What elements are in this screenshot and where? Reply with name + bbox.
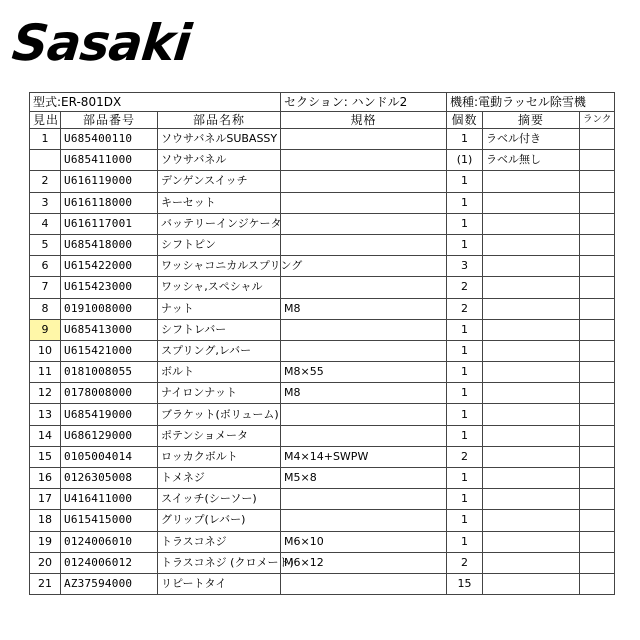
row-part-no: U615423000 [61,277,158,298]
row-part-name: シフトピン [158,234,281,255]
col-header-part-no: 部品番号 [61,112,158,129]
row-no: 15 [30,446,61,467]
row-part-name: ナイロンナット [158,383,281,404]
row-no: 10 [30,340,61,361]
row-part-name: リピートタイ [158,573,281,594]
row-no: 2 [30,171,61,192]
row-spec [281,510,447,531]
parts-table [29,92,615,595]
row-part-no: 0124006010 [61,531,158,552]
row-qty: 1 [447,319,483,340]
row-rank [580,234,615,255]
svg-text:Sasaki: Sasaki [9,13,194,72]
row-no: 9 [30,319,61,340]
row-remarks [483,489,580,510]
row-remarks [483,404,580,425]
row-part-name: デンゲンスイッチ [158,171,281,192]
row-remarks [483,171,580,192]
row-qty: 15 [447,573,483,594]
row-no: 7 [30,277,61,298]
col-header-qty: 個数 [447,112,483,129]
sasaki-logo [9,10,214,72]
table-row [30,446,615,467]
row-rank [580,404,615,425]
table-row [30,234,615,255]
row-no: 13 [30,404,61,425]
row-part-no: U685418000 [61,234,158,255]
table-row [30,277,615,298]
row-qty: 1 [447,213,483,234]
row-part-no: U685419000 [61,404,158,425]
machine-cell: 機種:電動ラッセル除雪機 [447,93,615,112]
row-qty: 2 [447,298,483,319]
row-no [30,150,61,171]
row-part-no: AZ37594000 [61,573,158,594]
row-remarks [483,298,580,319]
row-remarks [483,192,580,213]
row-qty: 1 [447,425,483,446]
row-no: 8 [30,298,61,319]
row-part-name: グリップ(レバー) [158,510,281,531]
row-part-name: ワッシャコニカルスプリング [158,256,281,277]
row-part-name: ソウサバネルSUBASSY [158,129,281,150]
row-qty: 2 [447,277,483,298]
row-part-no: 0124006012 [61,552,158,573]
row-part-no: 0105004014 [61,446,158,467]
table-row [30,383,615,404]
table-row [30,319,615,340]
model-cell: 型式:ER-801DX [30,93,281,112]
row-spec [281,573,447,594]
row-rank [580,129,615,150]
row-no: 17 [30,489,61,510]
row-rank [580,256,615,277]
row-spec: M6×10 [281,531,447,552]
row-no: 14 [30,425,61,446]
row-remarks [483,510,580,531]
row-part-no: U686129000 [61,425,158,446]
row-no: 4 [30,213,61,234]
row-part-no: U615415000 [61,510,158,531]
row-spec [281,256,447,277]
row-remarks [483,362,580,383]
parts-rows [30,129,615,595]
row-spec [281,171,447,192]
row-rank [580,531,615,552]
row-part-no: U615421000 [61,340,158,361]
row-no: 18 [30,510,61,531]
row-no: 19 [30,531,61,552]
row-spec: M6×12 [281,552,447,573]
row-remarks [483,256,580,277]
row-part-name: トラスコネジ (クロメート) [158,552,281,573]
table-row [30,256,615,277]
row-no: 6 [30,256,61,277]
row-spec [281,404,447,425]
table-row [30,468,615,489]
col-header-name: 部品名称 [158,112,281,129]
table-row [30,298,615,319]
row-rank [580,319,615,340]
row-spec [281,425,447,446]
row-part-name: ブラケット(ボリューム) [158,404,281,425]
table-row [30,171,615,192]
row-remarks: ラベル無し [483,150,580,171]
row-qty: 1 [447,404,483,425]
header-row [30,112,615,129]
row-part-no: 0181008055 [61,362,158,383]
row-spec: M4×14+SWPW [281,446,447,467]
table-row [30,404,615,425]
row-rank [580,213,615,234]
row-part-no: U615422000 [61,256,158,277]
row-no: 5 [30,234,61,255]
table-row [30,489,615,510]
row-part-name: ロッカクボルト [158,446,281,467]
col-header-spec: 規格 [281,112,447,129]
row-part-no: U685411000 [61,150,158,171]
row-spec [281,489,447,510]
row-qty: 1 [447,171,483,192]
row-remarks [483,425,580,446]
row-rank [580,489,615,510]
row-part-no: 0126305008 [61,468,158,489]
row-qty: 1 [447,192,483,213]
row-part-no: 0178008000 [61,383,158,404]
row-spec [281,340,447,361]
col-header-rank: ランク [580,112,615,129]
row-remarks [483,468,580,489]
row-no: 21 [30,573,61,594]
row-rank [580,446,615,467]
row-no: 20 [30,552,61,573]
row-qty: 1 [447,362,483,383]
row-qty: 1 [447,234,483,255]
row-rank [580,362,615,383]
row-spec [281,129,447,150]
table-row [30,425,615,446]
row-spec [281,234,447,255]
row-rank [580,340,615,361]
info-row [30,93,615,112]
row-rank [580,171,615,192]
row-rank [580,192,615,213]
row-rank [580,298,615,319]
row-qty: 3 [447,256,483,277]
row-part-no: U685413000 [61,319,158,340]
row-rank [580,573,615,594]
row-part-no: U616118000 [61,192,158,213]
row-part-name: ナット [158,298,281,319]
row-spec: M8×55 [281,362,447,383]
row-part-name: シフトレバー [158,319,281,340]
row-part-name: ポテンショメータ [158,425,281,446]
row-remarks [483,446,580,467]
row-no: 12 [30,383,61,404]
row-no: 16 [30,468,61,489]
table-row [30,510,615,531]
row-rank [580,468,615,489]
row-spec: M8 [281,298,447,319]
row-part-name: スプリング,レバー [158,340,281,361]
row-spec [281,213,447,234]
row-spec [281,150,447,171]
table-row [30,150,615,171]
row-qty: 1 [447,129,483,150]
row-part-name: トメネジ [158,468,281,489]
row-remarks [483,319,580,340]
row-remarks [483,340,580,361]
row-qty: 1 [447,510,483,531]
row-part-no: U616117001 [61,213,158,234]
table-row [30,192,615,213]
row-remarks [483,552,580,573]
row-spec: M8 [281,383,447,404]
row-part-name: トラスコネジ [158,531,281,552]
row-part-name: ワッシャ,スペシャル [158,277,281,298]
row-qty: 1 [447,489,483,510]
row-remarks [483,573,580,594]
row-remarks [483,277,580,298]
row-remarks [483,234,580,255]
table-row [30,213,615,234]
row-part-no: U616119000 [61,171,158,192]
row-no: 11 [30,362,61,383]
row-part-no: U416411000 [61,489,158,510]
row-qty: 2 [447,446,483,467]
row-rank [580,383,615,404]
row-remarks: ラベル付き [483,129,580,150]
row-spec [281,319,447,340]
col-header-no: 見出 [30,112,61,129]
table-row [30,129,615,150]
col-header-remarks: 摘要 [483,112,580,129]
row-part-name: キーセット [158,192,281,213]
row-remarks [483,531,580,552]
row-qty: 1 [447,468,483,489]
row-part-name: バッテリーインジケータ [158,213,281,234]
section-cell: セクション: ハンドル2 [281,93,447,112]
row-qty: (1) [447,150,483,171]
table-row [30,340,615,361]
row-part-no: 0191008000 [61,298,158,319]
row-spec: M5×8 [281,468,447,489]
row-part-name: ソウサバネル [158,150,281,171]
row-part-name: ボルト [158,362,281,383]
row-spec [281,277,447,298]
row-no: 1 [30,129,61,150]
table-row [30,362,615,383]
row-rank [580,150,615,171]
row-rank [580,425,615,446]
row-rank [580,510,615,531]
row-part-no: U685400110 [61,129,158,150]
row-spec [281,192,447,213]
row-qty: 2 [447,552,483,573]
row-no: 3 [30,192,61,213]
row-rank [580,277,615,298]
table-row [30,531,615,552]
row-qty: 1 [447,383,483,404]
row-rank [580,552,615,573]
table-row [30,552,615,573]
row-qty: 1 [447,531,483,552]
row-part-name: スイッチ(シーソー) [158,489,281,510]
table-row [30,573,615,594]
row-remarks [483,213,580,234]
row-qty: 1 [447,340,483,361]
row-remarks [483,383,580,404]
